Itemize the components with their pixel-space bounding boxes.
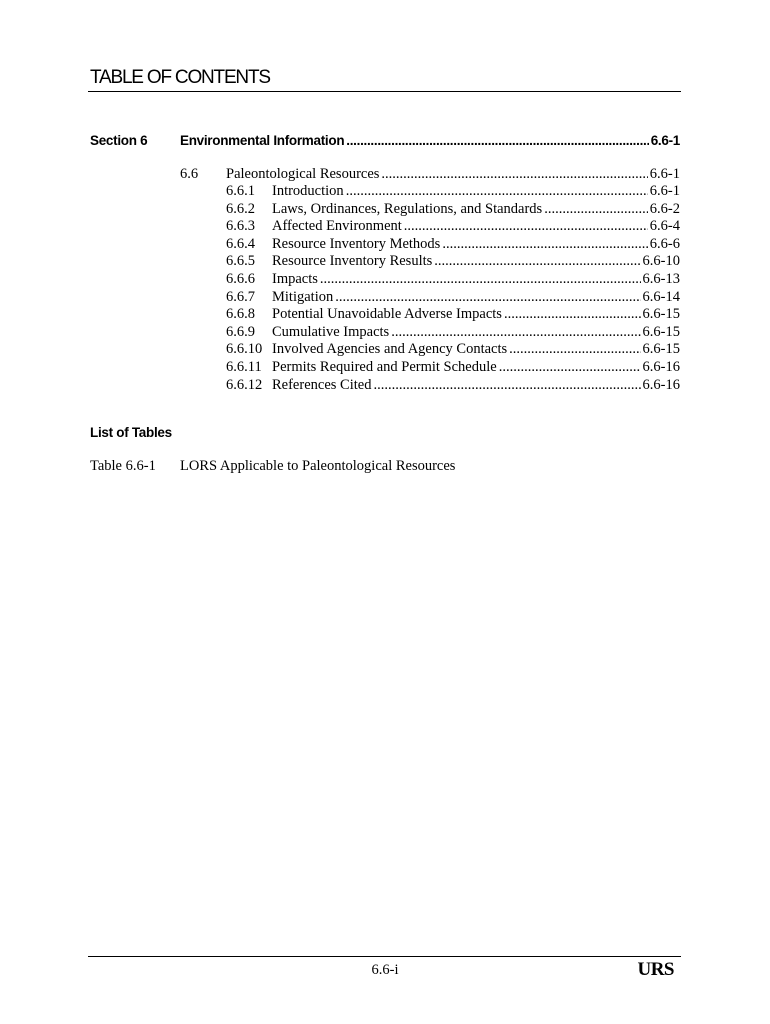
entry-number: 6.6.5 xyxy=(226,253,255,270)
entry-title: Introduction xyxy=(272,183,344,199)
entry-page: 6.6-10 xyxy=(642,253,680,270)
toc-entry[interactable] xyxy=(226,201,680,219)
toc-section-entry[interactable] xyxy=(180,132,680,150)
toc-entry[interactable] xyxy=(226,253,680,271)
dot-leader xyxy=(544,201,648,219)
entry-title: Resource Inventory Results xyxy=(272,253,433,270)
table-title: LORS Applicable to Paleontological Resources xyxy=(180,458,456,474)
entry-number: 6.6.1 xyxy=(226,183,255,199)
entry-number: 6.6.12 xyxy=(226,376,263,393)
footer-divider xyxy=(88,956,681,957)
entry-page: 6.6-16 xyxy=(642,358,680,375)
page-number: 6.6-i xyxy=(371,962,399,978)
dot-leader xyxy=(391,324,640,342)
entry-page: 6.6-15 xyxy=(642,341,680,358)
entry-title: Affected Environment xyxy=(272,218,402,235)
entry-number: 6.6.8 xyxy=(226,306,255,323)
dot-leader xyxy=(404,218,648,236)
toc-entry[interactable] xyxy=(226,306,680,324)
entry-title: Impacts xyxy=(272,270,318,287)
entry-number: 6.6.4 xyxy=(226,235,255,252)
entry-number: 6.6 xyxy=(180,166,199,182)
toc-entry[interactable] xyxy=(226,289,680,307)
dot-leader xyxy=(335,289,640,307)
entry-title: Cumulative Impacts xyxy=(272,323,390,340)
list-of-tables-heading: List of Tables xyxy=(90,425,172,440)
title-divider xyxy=(88,91,681,92)
table-list-item[interactable] xyxy=(90,457,455,475)
section-page: 6.6-1 xyxy=(650,133,680,148)
entry-page: 6.6-1 xyxy=(649,183,680,199)
entry-page: 6.6-2 xyxy=(649,200,680,217)
entry-page: 6.6-13 xyxy=(642,270,680,287)
entry-number: 6.6.2 xyxy=(226,200,255,217)
entry-page: 6.6-1 xyxy=(649,166,680,182)
entry-number: 6.6.9 xyxy=(226,323,255,340)
entry-title: References Cited xyxy=(272,376,372,393)
entry-page: 6.6-4 xyxy=(649,218,680,235)
entry-page: 6.6-15 xyxy=(642,306,680,323)
entry-title: Mitigation xyxy=(272,288,334,305)
section-title: Environmental Information xyxy=(180,133,345,148)
entry-number: 6.6.6 xyxy=(226,270,255,287)
entry-page: 6.6-14 xyxy=(642,288,680,305)
dot-leader xyxy=(381,165,647,183)
entry-title: Involved Agencies and Agency Contacts xyxy=(272,341,508,358)
table-number: Table 6.6-1 xyxy=(90,458,156,474)
dot-leader xyxy=(499,359,641,377)
section-label: Section 6 xyxy=(90,133,148,148)
dot-leader xyxy=(509,341,640,359)
entry-number: 6.6.11 xyxy=(226,358,262,375)
toc-entry[interactable] xyxy=(226,324,680,342)
entry-number: 6.6.10 xyxy=(226,341,263,358)
entry-title: Potential Unavoidable Adverse Impacts xyxy=(272,306,502,323)
toc-entry[interactable] xyxy=(226,341,680,359)
entry-title: Permits Required and Permit Schedule xyxy=(272,358,497,375)
dot-leader xyxy=(434,253,640,271)
toc-entry[interactable] xyxy=(226,359,680,377)
urs-logo: URS xyxy=(637,959,674,980)
dot-leader xyxy=(346,132,648,150)
entry-number: 6.6.7 xyxy=(226,288,255,305)
toc-entry[interactable] xyxy=(226,183,680,201)
entry-page: 6.6-6 xyxy=(649,235,680,252)
dot-leader xyxy=(373,377,640,395)
toc-entry[interactable] xyxy=(226,218,680,236)
toc-entry[interactable] xyxy=(226,236,680,254)
entry-title: Resource Inventory Methods xyxy=(272,235,441,252)
toc-entry[interactable] xyxy=(226,271,680,289)
dot-leader xyxy=(320,271,641,289)
toc-subsection-list xyxy=(226,183,680,394)
toc-entry[interactable] xyxy=(226,377,680,395)
dot-leader xyxy=(346,183,648,201)
entry-page: 6.6-16 xyxy=(642,376,680,393)
dot-leader xyxy=(504,306,641,324)
entry-title: Paleontological Resources xyxy=(226,166,380,182)
entry-title: Laws, Ordinances, Regulations, and Standards xyxy=(272,200,543,217)
dot-leader xyxy=(442,236,647,254)
entry-number: 6.6.3 xyxy=(226,218,255,235)
entry-page: 6.6-15 xyxy=(642,323,680,340)
page-title: TABLE OF CONTENTS xyxy=(90,67,270,88)
toc-entry-main[interactable] xyxy=(180,165,680,183)
